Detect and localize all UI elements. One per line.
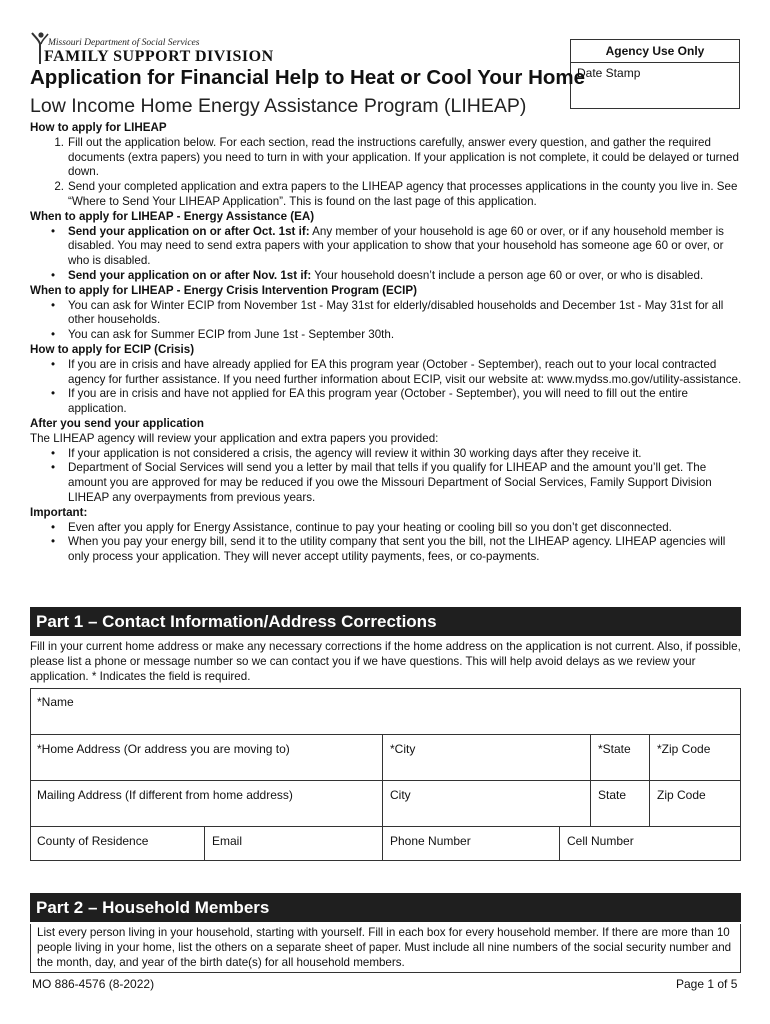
list-item-text: If you are in crisis and have already applied for EA this program year (October - September), reach out to your local contracted agency for further assistance. If you need further information about ECIP, visit our website at: www.mydss.mo.gov/utility-assistance. <box>68 357 742 386</box>
list-item <box>30 447 742 462</box>
list-item <box>30 461 742 505</box>
zip-label: *Zip Code <box>657 742 711 756</box>
cell-field[interactable] <box>559 826 741 861</box>
list-item <box>30 521 742 536</box>
zip-field[interactable] <box>649 734 741 781</box>
bullet-icon: • <box>50 387 56 401</box>
list-item <box>30 358 742 388</box>
list-item-text: You can ask for Winter ECIP from November 1st - May 31st for elderly/disabled households and December 1st - May 31st for all other households. <box>68 298 724 327</box>
mailing-zip-field[interactable] <box>649 780 741 827</box>
list-number: 1. <box>54 135 64 149</box>
part1-instructions: Fill in your current home address or make any necessary corrections if the home address on the application is not current. Also, if possible, please list a phone or message number so we can contact you if we have questions. This will help avoid delays as we review your application. * Indicates the field is required. <box>30 640 741 683</box>
state-label: *State <box>598 742 631 756</box>
home-address-field[interactable] <box>30 734 383 781</box>
list-item <box>30 269 742 284</box>
bullet-icon: • <box>50 461 56 475</box>
list-item-text: Department of Social Services will send you a letter by mail that tells if you qualify for LIHEAP and the amount you’ll get. The amount you are approved for may be reduced if you owe the Missouri Department of Social Services, Family Support Division LIHEAP any overpayments from previous years. <box>68 461 712 504</box>
when-ea-heading: When to apply for LIHEAP - Energy Assistance (EA) <box>30 209 315 223</box>
list-item <box>30 328 742 343</box>
city-label: *City <box>390 742 416 756</box>
list-item-bold: Send your application on or after Nov. 1st if: <box>68 268 312 282</box>
part2-instructions: List every person living in your household, starting with yourself. Fill in each box for every household member. If there are more than 10 people living in your home, list the others on a separate sheet of paper. Must include all nine numbers of the social security number and the month, day, and year of the birth date(s) for all household members. <box>30 924 741 973</box>
bullet-icon: • <box>50 446 56 460</box>
name-label: *Name <box>37 695 74 709</box>
list-item-text: If your application is not considered a crisis, the agency will review it within 30 working days after they receive it. <box>68 446 642 460</box>
email-field[interactable] <box>204 826 383 861</box>
list-item-text: Send your completed application and extra papers to the LIHEAP agency that processes applications in the county you live in. See “Where to Send Your LIHEAP Application”. This is found on the last page of this application. <box>68 180 738 208</box>
part1-heading: Part 1 – Contact Information/Address Corrections <box>30 607 741 636</box>
division-name: FAMILY SUPPORT DIVISION <box>44 48 274 65</box>
county-label: County of Residence <box>37 834 149 848</box>
date-stamp-label: Date Stamp <box>577 66 641 80</box>
mailing-zip-label: Zip Code <box>657 788 706 802</box>
phone-field[interactable] <box>382 826 560 861</box>
contact-form <box>30 688 741 861</box>
list-item-bold: Send your application on or after Oct. 1st if: <box>68 224 310 238</box>
page-title: Application for Financial Help to Heat or Cool Your Home <box>30 66 586 89</box>
bullet-icon: • <box>50 298 56 312</box>
list-item <box>30 535 742 565</box>
page-subtitle: Low Income Home Energy Assistance Program (LIHEAP) <box>30 95 527 117</box>
bullet-icon: • <box>50 224 56 238</box>
after-heading: After you send your application <box>30 416 204 430</box>
mailing-address-field[interactable] <box>30 780 383 827</box>
list-item <box>30 180 742 210</box>
form-id: MO 886-4576 (8-2022) <box>32 977 155 991</box>
mailing-state-field[interactable] <box>590 780 650 827</box>
cell-label: Cell Number <box>567 834 634 848</box>
page-number: Page 1 of 5 <box>676 977 738 991</box>
list-item-text: You can ask for Summer ECIP from June 1st - September 30th. <box>68 328 395 342</box>
bullet-icon: • <box>50 535 56 549</box>
home-address-label: *Home Address (Or address you are moving to) <box>37 742 290 756</box>
mailing-state-label: State <box>598 788 627 802</box>
dept-name: Missouri Department of Social Services <box>48 38 200 48</box>
email-label: Email <box>212 834 243 848</box>
list-item-text: Any member of your household is age 60 or over, or if any household member is disabled. You may need to send extra papers with your application to show that your household has someone age 60 or over, or who is disabled. <box>68 224 724 268</box>
list-item-text: Fill out the application below. For each section, read the instructions carefully, answer every question, and gather the required documents (extra papers) you need to turn in with your application. If your application is not complete, it could be delayed or turned down. <box>68 135 739 179</box>
agency-use-heading: Agency Use Only <box>571 40 739 63</box>
important-heading: Important: <box>30 505 88 519</box>
list-item <box>30 225 742 269</box>
bullet-icon: • <box>50 520 56 534</box>
phone-label: Phone Number <box>390 834 471 848</box>
bullet-icon: • <box>50 357 56 371</box>
bullet-icon: • <box>50 328 56 342</box>
mailing-city-field[interactable] <box>382 780 591 827</box>
name-field[interactable] <box>30 688 741 735</box>
how-apply-heading: How to apply for LIHEAP <box>30 121 167 134</box>
agency-use-box <box>570 39 740 109</box>
city-field[interactable] <box>382 734 591 781</box>
state-field[interactable] <box>590 734 650 781</box>
bullet-icon: • <box>50 268 56 282</box>
fsd-logo <box>30 30 274 66</box>
mailing-city-label: City <box>390 788 411 802</box>
list-item <box>30 136 742 180</box>
list-item-text: Even after you apply for Energy Assistance, continue to pay your heating or cooling bill so you don’t get disconnected. <box>68 520 672 534</box>
instructions <box>30 121 742 565</box>
after-intro: The LIHEAP agency will review your application and extra papers you provided: <box>30 431 439 445</box>
list-item <box>30 299 742 329</box>
county-field[interactable] <box>30 826 205 861</box>
how-ecip-heading: How to apply for ECIP (Crisis) <box>30 342 195 356</box>
part2-heading: Part 2 – Household Members <box>30 893 741 922</box>
list-number: 2. <box>54 180 64 194</box>
when-ecip-heading: When to apply for LIHEAP - Energy Crisis Intervention Program (ECIP) <box>30 283 417 297</box>
list-item <box>30 387 742 417</box>
list-item-text: Your household doesn’t include a person age 60 or over, or who is disabled. <box>311 268 704 282</box>
list-item-text: If you are in crisis and have not applied for EA this program year (October - September), you will need to fill out the entire application. <box>68 387 688 416</box>
mailing-address-label: Mailing Address (If different from home address) <box>37 788 293 802</box>
list-item-text: When you pay your energy bill, send it to the utility company that sent you the bill, not the LIHEAP agency. LIHEAP agencies will only process your application. They will never accept utility payments, fees, or co-payments. <box>68 535 726 564</box>
